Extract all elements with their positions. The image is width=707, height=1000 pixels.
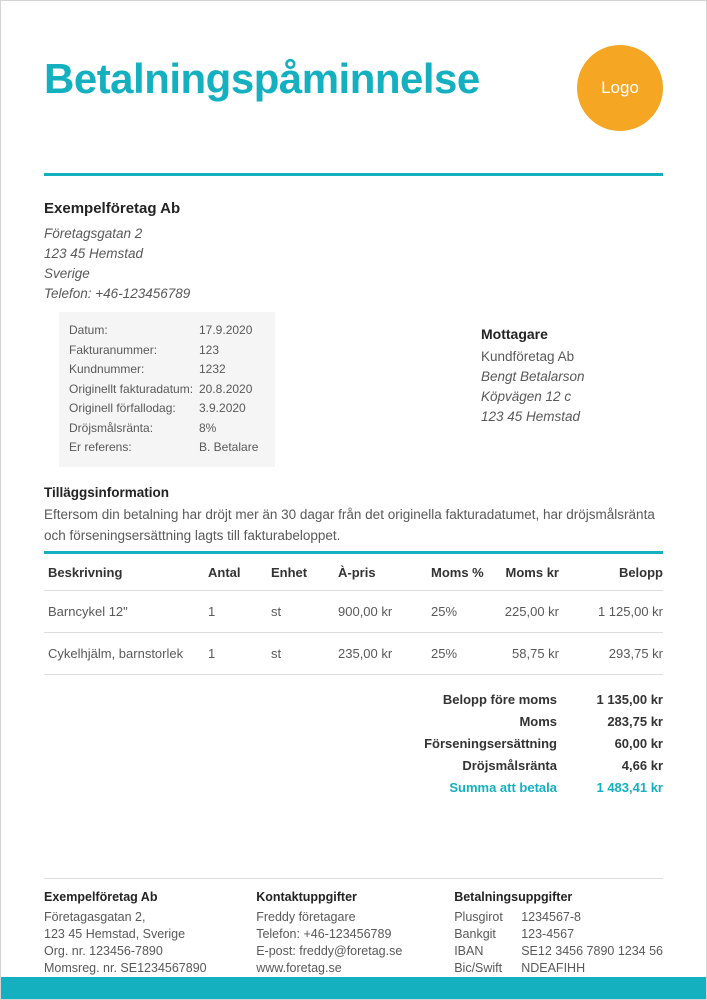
footer-company-line: Företagasgatan 2, <box>44 910 146 924</box>
invoice-detail-row <box>69 438 265 458</box>
item-description: Cykelhjälm, barnstorlek <box>48 645 184 661</box>
total-value: 283,75 kr <box>607 713 663 729</box>
item-quantity: 1 <box>208 645 216 661</box>
footer-payment-heading: Betalningsuppgifter <box>454 890 573 904</box>
item-row <box>44 633 663 675</box>
invoice-detail-row <box>69 341 265 361</box>
total-row-sum-to-pay <box>44 780 663 796</box>
footer-payment-value: NDEAFIHH <box>521 961 586 975</box>
footer-payment-row <box>454 926 663 943</box>
total-value: 4,66 kr <box>621 757 663 773</box>
total-label: Dröjsmålsränta <box>462 757 557 773</box>
invoice-detail-value: 8% <box>199 420 217 435</box>
sender-name: Exempelföretag Ab <box>44 200 181 217</box>
invoice-detail-value: B. Betalare <box>199 440 259 454</box>
bottom-accent-bar <box>1 977 706 999</box>
item-vat-kr: 58,75 kr <box>512 645 559 661</box>
invoice-detail-label: Kundnummer: <box>69 362 145 376</box>
col-header-enhet: Enhet <box>271 564 308 580</box>
total-row-late-fee <box>44 736 663 752</box>
footer-payment-label: Bic/Swift <box>454 961 503 975</box>
invoice-detail-row <box>69 321 265 341</box>
item-row <box>44 591 663 633</box>
invoice-detail-value: 20.8.2020 <box>199 381 253 396</box>
total-label: Moms <box>519 713 557 729</box>
invoice-detail-label: Datum: <box>69 323 108 337</box>
item-quantity: 1 <box>208 603 216 619</box>
invoice-detail-label: Originellt fakturadatum: <box>69 381 194 396</box>
footer-contact-column <box>256 890 454 977</box>
item-vat-pct: 25% <box>431 603 458 619</box>
header <box>1 1 706 131</box>
sender-address-line: Telefon: +46-123456789 <box>44 286 191 301</box>
sender-block <box>1 200 706 304</box>
item-unit: st <box>271 645 282 661</box>
invoice-detail-value: 123 <box>199 342 220 357</box>
footer-contact-line: E-post: freddy@foretag.se <box>256 944 403 958</box>
invoice-detail-row <box>69 360 265 380</box>
footer-company-line: Momsreg. nr. SE1234567890 <box>44 961 207 975</box>
footer-contact-lines <box>256 909 454 977</box>
recipient-heading: Mottagare <box>481 326 548 342</box>
invoice-detail-row <box>69 380 265 400</box>
invoice-detail-label: Dröjsmålsränta: <box>69 420 154 435</box>
footer-payment-row <box>454 909 663 926</box>
invoice-detail-label: Originell förfallodag: <box>69 401 176 415</box>
item-amount: 293,75 kr <box>608 645 663 661</box>
item-unit-price: 900,00 kr <box>338 603 393 619</box>
footer-payment-column <box>454 890 663 977</box>
invoice-detail-label: Fakturanummer: <box>69 342 158 357</box>
item-unit: st <box>271 603 282 619</box>
col-header-a-pris: À-pris <box>338 564 376 580</box>
total-label: Belopp före moms <box>442 691 557 707</box>
header-divider <box>44 173 663 176</box>
sender-address-line: 123 45 Hemstad <box>44 246 144 261</box>
invoice-details-box <box>59 312 275 467</box>
item-vat-kr: 225,00 kr <box>504 603 559 619</box>
footer-company-line: Org. nr. 123456-7890 <box>44 944 163 958</box>
total-value: 60,00 kr <box>614 735 663 751</box>
logo-label: Logo <box>601 78 639 97</box>
invoice-detail-value: 1232 <box>199 362 226 376</box>
footer-company-line: 123 45 Hemstad, Sverige <box>44 927 186 941</box>
footer-company-lines <box>44 909 256 977</box>
footer-contact-line: Telefon: +46-123456789 <box>256 927 392 941</box>
footer-payment-value: 123-4567 <box>521 927 575 941</box>
footer-contact-heading: Kontaktuppgifter <box>256 890 357 904</box>
footer-payment-rows <box>454 909 663 977</box>
page-title: Betalningspåminnelse <box>44 55 480 102</box>
footer-payment-value: SE12 3456 7890 1234 56 <box>521 944 663 958</box>
item-description: Barncykel 12" <box>48 603 128 619</box>
footer-payment-label: Bankgit <box>454 927 496 941</box>
recipient-company: Kundföretag Ab <box>481 349 575 364</box>
footer <box>1 878 706 977</box>
footer-payment-row <box>454 943 663 960</box>
items-table-header <box>44 554 663 591</box>
total-value: 1 135,00 kr <box>596 691 663 707</box>
items-table <box>44 551 663 675</box>
footer-payment-row <box>454 960 663 977</box>
additional-info-heading: Tilläggsinformation <box>44 484 170 500</box>
item-unit-price: 235,00 kr <box>338 645 393 661</box>
items-table-body <box>44 591 663 675</box>
total-label: Summa att betala <box>449 779 557 795</box>
invoice-detail-value: 3.9.2020 <box>199 401 246 415</box>
footer-payment-label: IBAN <box>454 944 484 958</box>
total-label: Förseningsersättning <box>424 735 557 751</box>
item-vat-pct: 25% <box>431 645 458 661</box>
total-row-interest <box>44 758 663 774</box>
footer-company-column <box>44 890 256 977</box>
recipient-address <box>481 367 585 427</box>
sender-address-line: Sverige <box>44 266 90 281</box>
additional-info-text: Eftersom din betalning har dröjt mer än 30 dagar från det originella fakturadatumet, har dröjsmålsränta och förseningsersättning lagts till fakturabeloppet. <box>44 506 655 543</box>
recipient-address-line: Köpvägen 12 c <box>481 389 572 404</box>
footer-contact-line: www.foretag.se <box>256 961 342 975</box>
invoice-detail-value: 17.9.2020 <box>199 323 253 337</box>
col-header-moms-kr: Moms kr <box>505 564 559 580</box>
recipient-address-line: Bengt Betalarson <box>481 369 585 384</box>
footer-company-heading: Exempelföretag Ab <box>44 890 158 904</box>
details-row <box>1 312 706 467</box>
footer-payment-label: Plusgirot <box>454 910 503 924</box>
additional-info-block <box>1 485 706 546</box>
totals-block <box>44 692 663 796</box>
sender-address <box>44 224 663 304</box>
total-row-subtotal <box>44 692 663 708</box>
invoice-detail-row <box>69 399 265 419</box>
col-header-belopp: Belopp <box>618 564 663 580</box>
item-amount: 1 125,00 kr <box>597 603 663 619</box>
col-header-moms-pct: Moms % <box>431 564 484 580</box>
recipient-block <box>481 326 585 427</box>
invoice-detail-label: Er referens: <box>69 440 132 454</box>
total-row-vat <box>44 714 663 730</box>
company-logo <box>577 45 663 131</box>
footer-payment-value: 1234567-8 <box>521 910 581 924</box>
footer-contact-line: Freddy företagare <box>256 910 356 924</box>
invoice-detail-row <box>69 419 265 439</box>
col-header-beskrivning: Beskrivning <box>48 564 123 580</box>
recipient-address-line: 123 45 Hemstad <box>481 409 581 424</box>
footer-columns <box>44 878 663 977</box>
col-header-antal: Antal <box>208 564 241 580</box>
sender-address-line: Företagsgatan 2 <box>44 226 143 241</box>
total-value: 1 483,41 kr <box>596 779 663 795</box>
